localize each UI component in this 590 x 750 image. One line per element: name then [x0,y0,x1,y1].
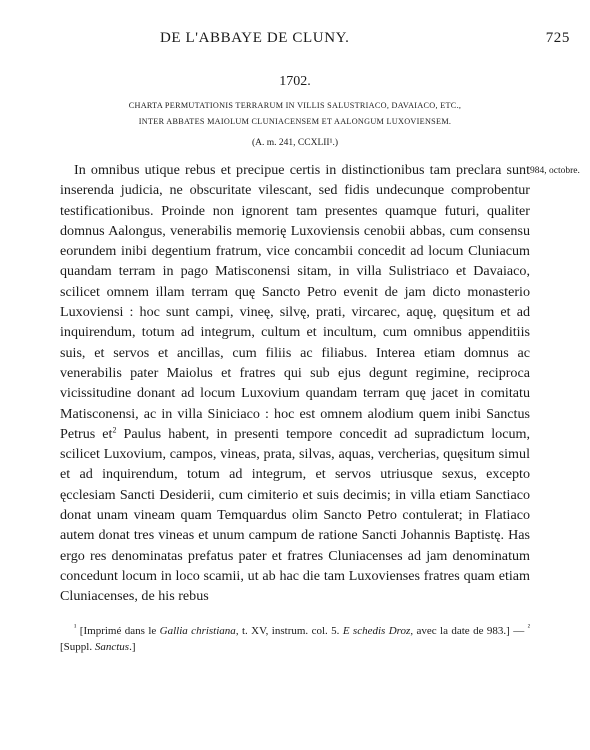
footnote-reference-2: 2 [112,425,117,435]
footnote-1-text-a: [Imprimé dans le [76,625,160,637]
footnote-1-title: Gallia christiana [159,625,236,637]
footnote-2-word: Sanctus [94,641,130,653]
margin-date-note: 984, octobre. [530,166,580,176]
charter-heading-line-1: CHARTA PERMUTATIONIS TERRARUM IN VILLIS SALUSTRIACO, DAVAIACO, ETC., [128,101,462,110]
footnotes [60,623,530,655]
footnote-2-text: [Suppl. [60,641,95,653]
charter-body-text [60,160,530,607]
footnote-1-text-c: , avec la date de 983.] — [410,625,528,637]
running-title: DE L'ABBAYE DE CLUNY. [160,30,350,46]
footnote-2-end: .] [129,641,136,653]
footnote-1-source: E schedis Droz [342,625,411,637]
charter-reference: (A. m. 241, CCXLII¹.) [252,138,338,148]
page-number: 725 [545,30,570,46]
charter-heading-line-2: INTER ABBATES MAIOLUM CLUNIACENSEM ET AALONGUM LUXOVIENSEM. [138,117,452,126]
body-text-part-2: Paulus habent, in presenti tempore concedit ad supradictum locum, scilicet Luxovium, campos, vineas, prata, silvas, aquas, vercherias, quęsitum simul et ad inquirendum, totum ad integrum, et servos utriusque sexus, excepto ęcclesiam Sancti Desiderii, cum cimiterio et suis decimis; in villa etiam Sanctiaco donat unam vineam quam Temquardus olim Sancto Petro contulerat; in Flatiaco autem donat tres vineas et unum campum de ratione Sancti Johannis Baptistę. Has ergo res denominatas prefatus pater et fratres Cluniacenses ad jam denominatum concedunt locum in loco scamii, ut ab hac die tam Luxovienses fratres quam etiam Cluniacenses, de his rebus [60,425,530,605]
body-text-part-1: In omnibus utique rebus et precipue certis in distinctionibus tam preclara sunt inserenda judicia, ne obscuritate vilescant, sed fidis undecunque comprobentur testificationibus. Proinde non ignorent tam presentes quamque futuri, qualiter domnus Aalongus, venerabilis memorię Luxoviensis cenobii abbas, cum consensu eorundem inibi degentium fratrum, vice concambii concedit ad locum Cluniacum quandam terram in pago Matisconensi sitam, in villa Sulistriaco et Davaiaco, scilicet omnem illam terram quę Sancto Petro evenit de jam dicto monasterio Luxoviensi : hoc sunt campi, vineę, silvę, prati, vircarec, aquę, quęsitum et ad inquirendum, totum ad integrum, cultum et incultum, cum omnibus appenditiis suis, et servos et ancillas, cum filiis ac filiabus. Interea etiam domnus ac venerabilis pater Maiolus et fratres qui sub ejus degunt regimine, reciproca vicissitudine donant ad locum Luxovium quandam terram quę jacet in comitatu Matisconensi, ac in villa Siniciaco : hoc est omnem alodium quem inibi Sanctus Petrus et [60,162,530,442]
charter-number: 1702. [279,74,311,89]
running-header [60,30,570,50]
footnote-marker-2: ² [527,622,531,632]
footnote-1-text-b: , t. XV, instrum. col. 5. [235,625,343,637]
footnote-marker-1: ¹ [74,622,77,632]
charter-heading [60,98,530,130]
